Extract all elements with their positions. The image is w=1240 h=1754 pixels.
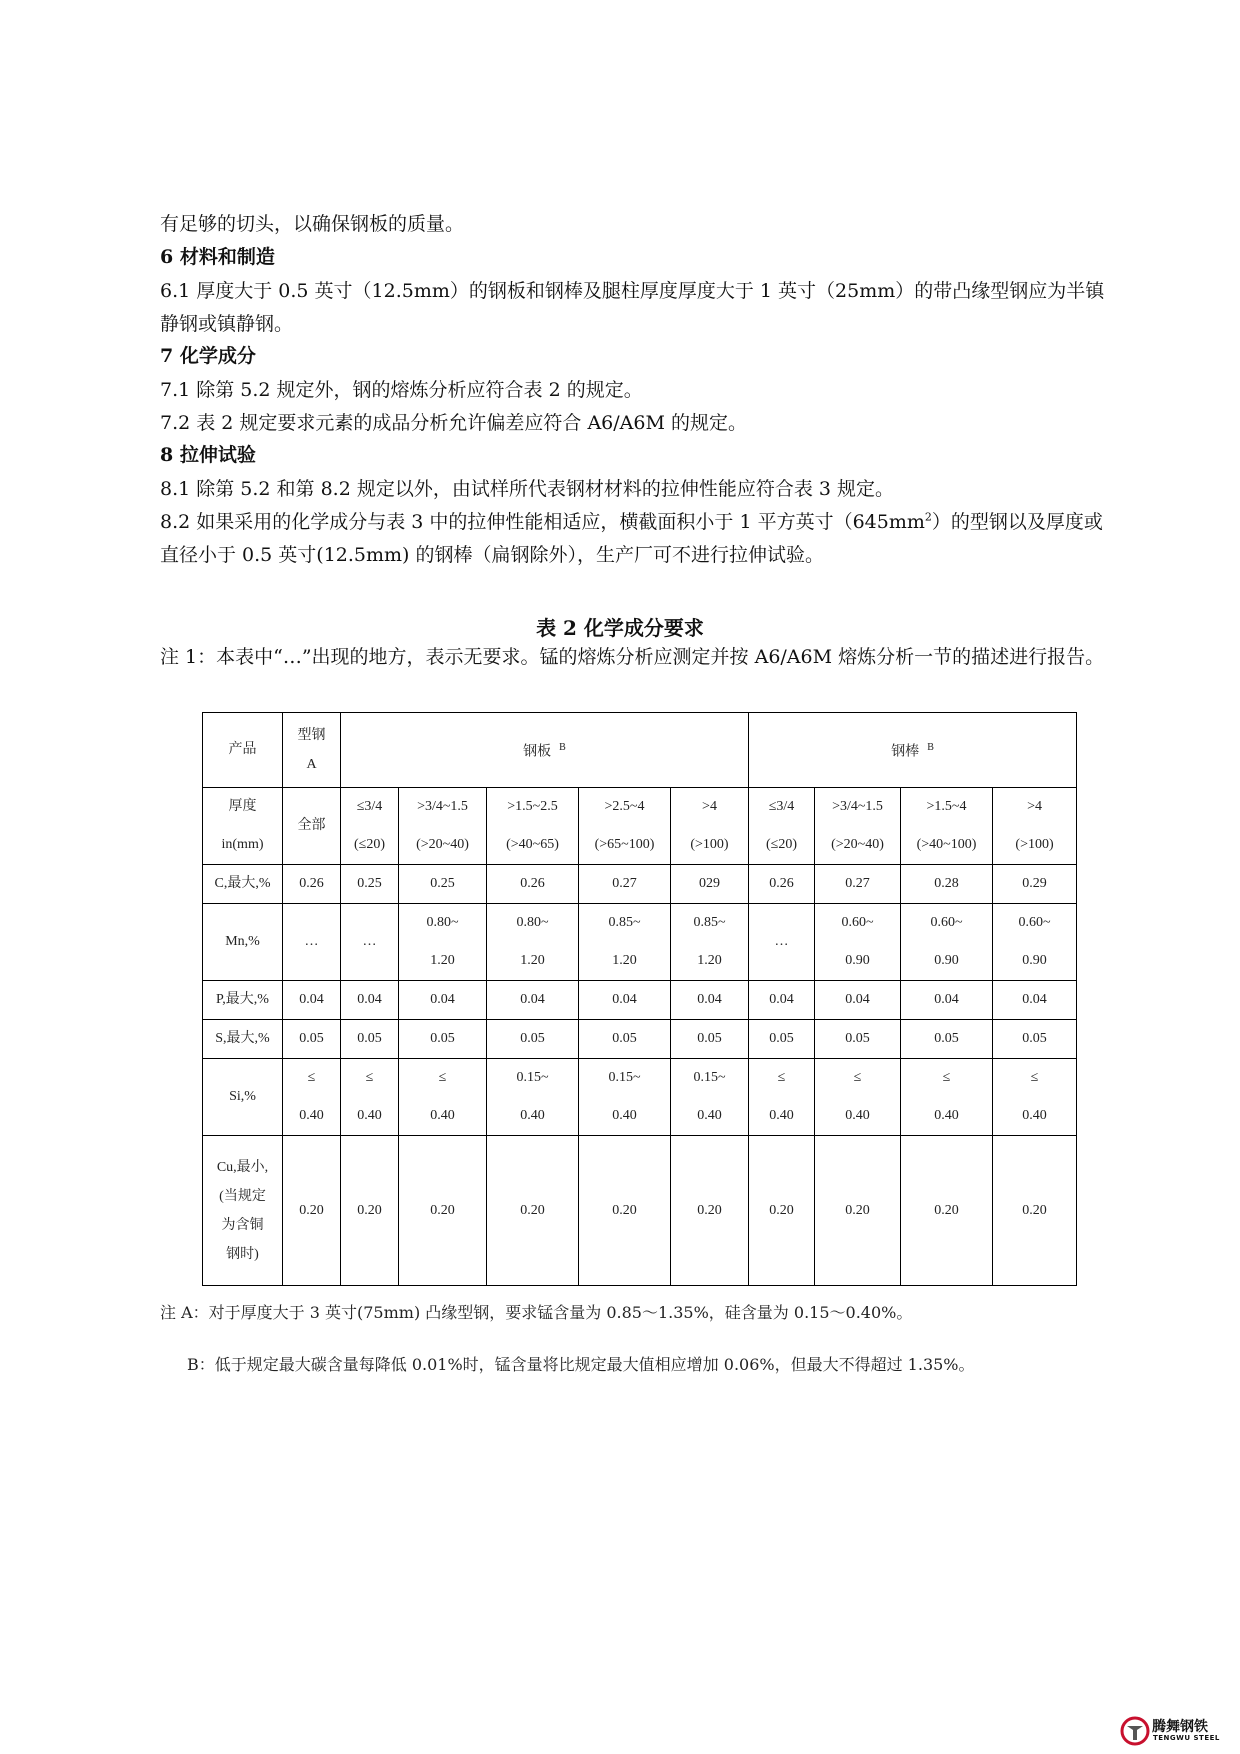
thickness-cell	[487, 788, 579, 865]
header-plate	[341, 713, 749, 788]
row-label-carbon: C,最大,%	[203, 865, 283, 904]
header-product: 产品	[203, 713, 283, 788]
thickness-cell	[901, 788, 993, 865]
copper-row	[203, 1136, 1077, 1286]
thickness-range-in: >2.5~4	[604, 799, 645, 814]
cell-line: …	[774, 934, 789, 949]
sulfur-row	[203, 1020, 1077, 1059]
paragraph-6-1: 6.1 厚度大于 0.5 英寸（12.5mm）的钢板和钢棒及腿柱厚度厚度大于 1 英寸（25mm）的带凸缘型钢应为半镇静钢或镇静钢。	[160, 280, 1105, 335]
table-cell: 0.20	[283, 1136, 341, 1286]
table-cell: 0.25	[399, 865, 487, 904]
table-cell	[341, 1059, 399, 1136]
header-shape-line2: A	[306, 757, 317, 772]
cell-line: …	[362, 934, 377, 949]
table-cell: 0.27	[579, 865, 671, 904]
table-cell: 0.05	[283, 1020, 341, 1059]
thickness-range-mm: (>100)	[1015, 837, 1054, 852]
thickness-range-in: >1.5~4	[926, 799, 967, 814]
header-bar-label: 钢棒	[891, 744, 920, 760]
carbon-row	[203, 865, 1077, 904]
table-cell	[901, 904, 993, 981]
table-cell	[579, 1059, 671, 1136]
cell-line: 0.40	[697, 1108, 722, 1123]
silicon-row	[203, 1059, 1077, 1136]
cell-line: ≤	[438, 1070, 447, 1085]
thickness-range-in: >4	[702, 799, 717, 814]
cell-line: 0.60~	[1018, 915, 1051, 930]
row-label-phosphorus: P,最大,%	[203, 981, 283, 1020]
paragraph-8-2-part-b: ）的型钢以及厚度或直径小于 0.5 英寸(12.5mm) 的钢棒（扁钢除外），生产厂可不进行拉伸试验。	[160, 511, 1103, 566]
logo-chinese-name: 腾舞钢铁	[1152, 1719, 1208, 1735]
cell-line: 0.40	[1022, 1108, 1047, 1123]
table-cell: 0.05	[749, 1020, 815, 1059]
table-cell	[749, 904, 815, 981]
table-cell	[993, 1059, 1077, 1136]
table-cell	[671, 904, 749, 981]
thickness-cell	[749, 788, 815, 865]
cell-line: 0.60~	[930, 915, 963, 930]
logo-english-name: TENGWU STEEL	[1153, 1734, 1220, 1742]
cell-line: 0.90	[845, 953, 870, 968]
row-label-sulfur: S,最大,%	[203, 1020, 283, 1059]
table-cell	[487, 904, 579, 981]
copper-label-line: Cu,最小,	[216, 1159, 269, 1175]
table-cell: 0.05	[815, 1020, 901, 1059]
copper-label-line: 为含铜	[221, 1217, 264, 1233]
cell-line: ≤	[853, 1070, 862, 1085]
table-cell: 0.04	[579, 981, 671, 1020]
table-cell: 0.04	[399, 981, 487, 1020]
thickness-range-in: ≤3/4	[356, 799, 383, 814]
header-plate-sup: B	[559, 741, 566, 753]
thickness-range-in: >4	[1027, 799, 1042, 814]
thickness-range-in: >3/4~1.5	[832, 799, 883, 814]
cell-line: 0.15~	[516, 1070, 549, 1085]
table-cell: 0.05	[993, 1020, 1077, 1059]
header-thickness	[203, 788, 283, 865]
cell-line: ≤	[365, 1070, 374, 1085]
thickness-range-in: >1.5~2.5	[507, 799, 558, 814]
table-cell: 0.20	[341, 1136, 399, 1286]
thickness-range-mm: (≤20)	[765, 837, 797, 852]
cell-line: 0.85~	[608, 915, 641, 930]
cell-line: ≤	[1030, 1070, 1039, 1085]
header-bar	[749, 713, 1077, 788]
row-label-copper	[203, 1136, 283, 1286]
section-8-heading: 8 拉伸试验	[160, 444, 256, 466]
table-cell: 0.04	[901, 981, 993, 1020]
row-label-silicon: Si,%	[203, 1059, 283, 1136]
table-cell	[815, 1059, 901, 1136]
thickness-range-in: >3/4~1.5	[417, 799, 468, 814]
chemical-composition-table	[202, 712, 1077, 1286]
section-6-heading: 6 材料和制造	[160, 246, 275, 268]
cell-line: 0.40	[357, 1108, 382, 1123]
thickness-cell	[993, 788, 1077, 865]
cell-line: 0.40	[520, 1108, 545, 1123]
table-cell: 029	[671, 865, 749, 904]
manganese-row	[203, 904, 1077, 981]
cell-line: 1.20	[612, 953, 637, 968]
note-b: B：低于规定最大碳含量每降低 0.01%时，锰含量将比规定最大值相应增加 0.06%，但最大不得超过 1.35%。	[187, 1355, 975, 1374]
phosphorus-row	[203, 981, 1077, 1020]
table-cell: 0.20	[579, 1136, 671, 1286]
logo-mark-icon	[1120, 1716, 1150, 1746]
table-cell	[671, 1059, 749, 1136]
thickness-cell	[671, 788, 749, 865]
cell-line: 0.40	[299, 1108, 324, 1123]
intro-line: 有足够的切头，以确保钢板的质量。	[160, 213, 465, 235]
cell-line: 0.40	[934, 1108, 959, 1123]
table-cell	[283, 904, 341, 981]
cell-line: 0.60~	[841, 915, 874, 930]
paragraph-7-2: 7.2 表 2 规定要求元素的成品分析允许偏差应符合 A6/A6M 的规定。	[160, 412, 747, 434]
cell-line: 0.40	[430, 1108, 455, 1123]
superscript-2: 2	[924, 510, 932, 524]
company-logo	[1120, 1716, 1238, 1746]
table-cell	[579, 904, 671, 981]
row-label-manganese: Mn,%	[203, 904, 283, 981]
cell-line: ≤	[777, 1070, 786, 1085]
table-cell: 0.28	[901, 865, 993, 904]
table-cell: 0.20	[993, 1136, 1077, 1286]
thickness-range-in: ≤3/4	[768, 799, 795, 814]
table-cell	[815, 904, 901, 981]
section-7-heading: 7 化学成分	[160, 345, 256, 367]
cell-line: 0.90	[1022, 953, 1047, 968]
header-bar-sup: B	[927, 741, 934, 753]
table-cell: 0.04	[749, 981, 815, 1020]
table-cell: 0.04	[815, 981, 901, 1020]
table-cell	[901, 1059, 993, 1136]
table-cell: 0.05	[487, 1020, 579, 1059]
table-cell: 0.20	[487, 1136, 579, 1286]
cell-line: 0.15~	[608, 1070, 641, 1085]
cell-line: 0.15~	[693, 1070, 726, 1085]
thickness-cell	[579, 788, 671, 865]
paragraph-8-2-part-a: 8.2 如果采用的化学成分与表 3 中的拉伸性能相适应，横截面积小于 1 平方英寸（645mm	[160, 511, 925, 533]
thickness-cell	[815, 788, 901, 865]
table-cell: 0.20	[671, 1136, 749, 1286]
thickness-range-mm: (>20~40)	[831, 837, 884, 852]
table-cell	[283, 1059, 341, 1136]
table-cell: 0.20	[399, 1136, 487, 1286]
thickness-range-mm: (>65~100)	[594, 837, 655, 852]
thickness-range-mm: (>40~65)	[506, 837, 559, 852]
header-plate-label: 钢板	[523, 744, 552, 760]
thickness-range-mm: (>40~100)	[916, 837, 977, 852]
table-cell: 0.20	[749, 1136, 815, 1286]
table-cell: 0.26	[487, 865, 579, 904]
cell-line: 0.40	[612, 1108, 637, 1123]
cell-line: 0.40	[845, 1108, 870, 1123]
table-cell	[341, 904, 399, 981]
copper-label-line: 钢时)	[226, 1246, 259, 1262]
cell-line: ≤	[307, 1070, 316, 1085]
cell-line: 1.20	[697, 953, 722, 968]
header-thickness-line2: in(mm)	[221, 837, 264, 852]
cell-line: 1.20	[430, 953, 455, 968]
table-title: 表 2 化学成分要求	[536, 616, 704, 640]
header-shape	[283, 713, 341, 788]
table-note-1: 注 1：本表中“…”出现的地方，表示无要求。锰的熔炼分析应测定并按 A6/A6M 熔炼分析一节的描述进行报告。	[160, 646, 1105, 668]
cell-line: 0.85~	[693, 915, 726, 930]
cell-line: 0.80~	[516, 915, 549, 930]
table-cell: 0.26	[283, 865, 341, 904]
table-cell: 0.26	[749, 865, 815, 904]
table-cell: 0.20	[815, 1136, 901, 1286]
table-cell: 0.04	[341, 981, 399, 1020]
table-header-row	[203, 713, 1077, 788]
thickness-range-mm: (>100)	[690, 837, 729, 852]
cell-line: …	[304, 934, 319, 949]
cell-line: 0.80~	[426, 915, 459, 930]
table-cell: 0.20	[901, 1136, 993, 1286]
table-cell: 0.04	[671, 981, 749, 1020]
table-cell: 0.29	[993, 865, 1077, 904]
header-shape-line1: 型钢	[297, 728, 326, 743]
table-cell	[487, 1059, 579, 1136]
cell-line: 0.90	[934, 953, 959, 968]
copper-label-line: (当规定	[219, 1188, 266, 1204]
paragraph-8-2	[160, 506, 1120, 572]
table-cell	[399, 904, 487, 981]
table-cell: 0.05	[671, 1020, 749, 1059]
table-cell: 0.05	[399, 1020, 487, 1059]
paragraph-8-1: 8.1 除第 5.2 和第 8.2 规定以外，由试样所代表钢材材料的拉伸性能应符合表 3 规定。	[160, 478, 895, 500]
table-cell: 0.05	[341, 1020, 399, 1059]
thickness-cell	[399, 788, 487, 865]
table-cell: 0.04	[283, 981, 341, 1020]
thickness-row	[203, 788, 1077, 865]
table-cell: 0.27	[815, 865, 901, 904]
cell-line: ≤	[942, 1070, 951, 1085]
cell-line: 1.20	[520, 953, 545, 968]
thickness-range-mm: (>20~40)	[416, 837, 469, 852]
table-cell	[993, 904, 1077, 981]
paragraph-7-1: 7.1 除第 5.2 规定外，钢的熔炼分析应符合表 2 的规定。	[160, 379, 643, 401]
table-cell	[399, 1059, 487, 1136]
table-cell: 0.04	[993, 981, 1077, 1020]
cell-line: 0.40	[769, 1108, 794, 1123]
table-cell: 0.04	[487, 981, 579, 1020]
thickness-cell	[341, 788, 399, 865]
table-cell: 0.05	[901, 1020, 993, 1059]
note-a: 注 A：对于厚度大于 3 英寸(75mm) 凸缘型钢，要求锰含量为 0.85～1.35%，硅含量为 0.15～0.40%。	[160, 1303, 913, 1322]
header-all: 全部	[283, 788, 341, 865]
table-cell: 0.25	[341, 865, 399, 904]
header-thickness-line1: 厚度	[228, 799, 257, 814]
table-cell	[749, 1059, 815, 1136]
thickness-range-mm: (≤20)	[353, 837, 385, 852]
table-cell: 0.05	[579, 1020, 671, 1059]
